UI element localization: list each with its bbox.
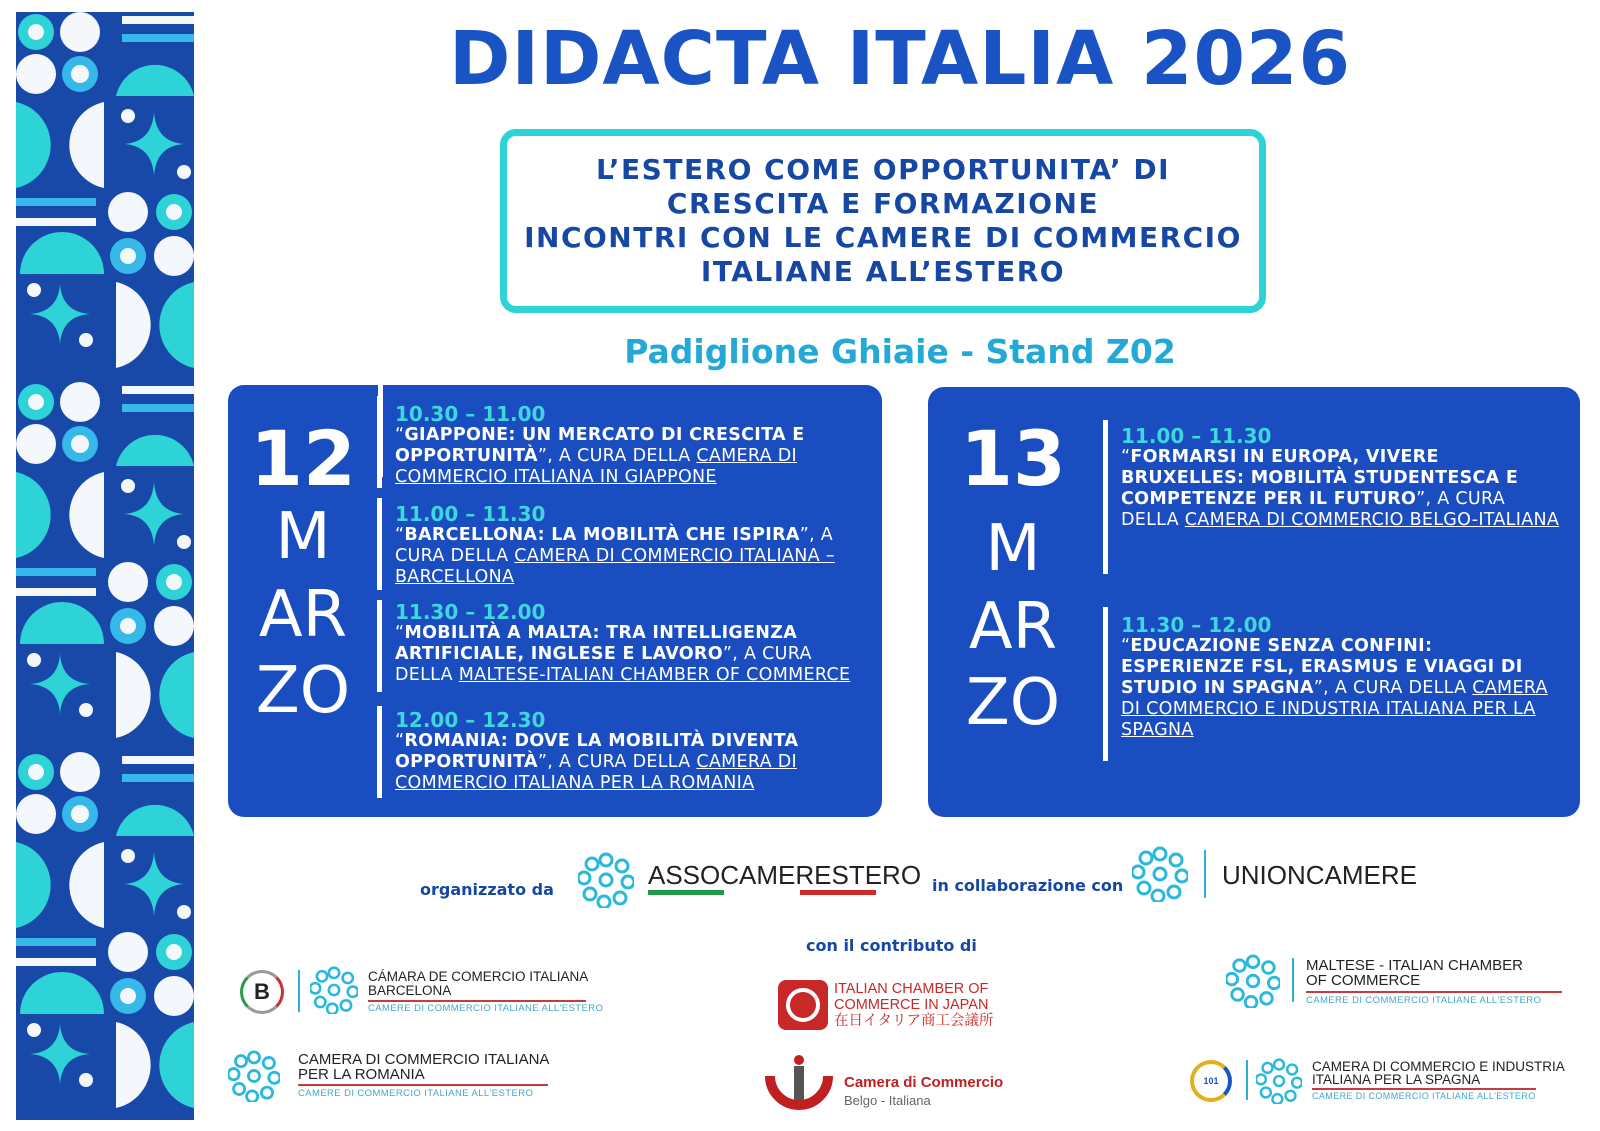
ccie-mark-graphic (578, 852, 634, 908)
event-time: 11.00 – 11.30 (395, 502, 546, 526)
event-title: FORMARSI IN EUROPA, VIVERE BRUXELLES: MOBILITÀ STUDENTESCA E COMPETENZE PER IL FUTURO (1121, 447, 1519, 509)
spain-chamber-name: CAMERA DI COMMERCIO E INDUSTRIA ITALIANA PER LA SPAGNA CAMERE DI COMMERCIO ITALIANE ALL'ESTERO (1312, 1059, 1565, 1101)
divider (1246, 1060, 1248, 1100)
subtitle-line-1: L’ESTERO COME OPPORTUNITA’ DI (596, 153, 1170, 186)
event-item (377, 706, 875, 798)
event-description: “ROMANIA: DOVE LA MOBILITÀ DIVENTA OPPORTUNITÀ”, A CURA DELLA CAMERA DI COMMERCIO ITALIANA PER LA ROMANIA (395, 731, 799, 793)
malta-chamber-name: MALTESE - ITALIAN CHAMBER OF COMMERCE CAMERE DI COMMERCIO ITALIANE ALL'ESTERO (1306, 958, 1562, 1008)
ccie-mark-graphic (310, 966, 358, 1014)
date-month-part-2: AR (258, 578, 348, 652)
event-time: 11.30 – 12.00 (1121, 613, 1272, 637)
chamber-link[interactable]: CAMERA DI COMMERCIO ITALIANA PER LA ROMANIA (395, 752, 798, 793)
contribution-label: con il contributo di (806, 936, 977, 955)
subtitle-line-3: INCONTRI CON LE CAMERE DI COMMERCIO (524, 221, 1242, 254)
date-month-part-3: ZO (965, 666, 1061, 740)
ccie-mark-graphic (1256, 1058, 1302, 1104)
chamber-link[interactable]: CAMERA DI COMMERCIO E INDUSTRIA ITALIANA PER LA SPAGNA (1121, 678, 1548, 740)
date-day: 13 (960, 414, 1066, 503)
date-month-part-2: AR (968, 590, 1058, 664)
ccie-logo-icon (228, 1050, 280, 1106)
ccie-mark-graphic (228, 1050, 280, 1102)
chamber-link[interactable]: CAMERA DI COMMERCIO ITALIANA – BARCELLONA (395, 546, 835, 587)
event-item (1103, 420, 1561, 574)
chamber-link[interactable]: CAMERA DI COMMERCIO BELGO-ITALIANA (1184, 510, 1560, 530)
event-description: “GIAPPONE: UN MERCATO DI CRESCITA E OPPORTUNITÀ”, A CURA DELLA CAMERA DI COMMERCIO ITALIANA IN GIAPPONE (395, 425, 805, 487)
event-time: 11.30 – 12.00 (395, 600, 546, 624)
barcelona-badge-icon: B (240, 970, 284, 1014)
event-time: 11.00 – 11.30 (1121, 424, 1272, 448)
ccie-logo-icon (310, 966, 358, 1018)
event-time: 10.30 – 11.00 (395, 402, 546, 426)
event-title: BARCELLONA: LA MOBILITÀ CHE ISPIRA (404, 525, 800, 545)
event-item (1103, 607, 1561, 761)
assocamerestero-logo-icon (578, 852, 634, 912)
event-item (377, 600, 875, 692)
event-description: “MOBILITÀ A MALTA: TRA INTELLIGENZA ARTIFICIALE, INGLESE E LAVORO”, A CURA DELLA MALTESE-ITALIAN CHAMBER OF COMMERCE (395, 623, 851, 685)
ccie-mark-graphic (1132, 846, 1188, 902)
event-description: “BARCELLONA: LA MOBILITÀ CHE ISPIRA”, A CURA DELLA CAMERA DI COMMERCIO ITALIANA – BARCELLONA (395, 525, 835, 587)
page-title: DIDACTA ITALIA 2026 (449, 16, 1351, 102)
belgo-chamber-logo-icon (764, 1054, 834, 1116)
belgo-chamber-name: Camera di Commercio Belgo - Italiana (844, 1074, 1004, 1108)
event-title: GIAPPONE: UN MERCATO DI CRESCITA E OPPORTUNITÀ (395, 425, 805, 466)
organized-by-label: organizzato da (420, 880, 554, 899)
event-time: 12.00 – 12.30 (395, 708, 546, 732)
date-day: 12 (250, 414, 356, 503)
event-title: MOBILITÀ A MALTA: TRA INTELLIGENZA ARTIFICIALE, INGLESE E LAVORO (395, 623, 798, 664)
japan-chamber-logo-icon (778, 980, 828, 1030)
unioncamere-logo-icon (1132, 846, 1188, 906)
unioncamere-name: UNIONCAMERE (1222, 860, 1418, 890)
subtitle-line-2: CRESCITA E FORMAZIONE (666, 187, 1100, 220)
ccie-logo-icon (1226, 954, 1280, 1012)
event-item (377, 396, 875, 488)
chamber-link[interactable]: MALTESE-ITALIAN CHAMBER OF COMMERCE (458, 665, 851, 685)
japan-chamber-name: ITALIAN CHAMBER OF COMMERCE IN JAPAN 在日イタリア商工会議所 (834, 981, 994, 1029)
assocamerestero-name: ASSOCAMERESTERO (648, 860, 922, 890)
date-month-part-3: ZO (255, 654, 351, 728)
date-month-part-1: M (985, 512, 1041, 586)
date-month-part-1: M (275, 500, 331, 574)
ccie-mark-graphic (1226, 954, 1280, 1008)
italian-flag-underline (648, 890, 876, 895)
chamber-link[interactable]: CAMERA DI COMMERCIO ITALIANA IN GIAPPONE (395, 446, 798, 487)
divider (298, 970, 300, 1012)
divider (1204, 850, 1206, 898)
venue-label: Padiglione Ghiaie - Stand Z02 (624, 332, 1176, 371)
event-title: EDUCAZIONE SENZA CONFINI: ESPERIENZE FSL, ERASMUS E VIAGGI DI STUDIO IN SPAGNA (1121, 636, 1523, 698)
event-title: ROMANIA: DOVE LA MOBILITÀ DIVENTA OPPORTUNITÀ (395, 731, 799, 772)
subtitle-box (500, 129, 1266, 313)
event-item (377, 498, 875, 590)
event-description: “EDUCAZIONE SENZA CONFINI: ESPERIENZE FSL, ERASMUS E VIAGGI DI STUDIO IN SPAGNA”, A CURA DELLA CAMERA DI COMMERCIO E INDUSTRIA ITALIANA PER LA SPAGNA (1121, 636, 1548, 740)
divider (1292, 958, 1294, 1002)
subtitle-line-4: ITALIANE ALL’ESTERO (700, 255, 1066, 288)
decorative-pattern-strip (16, 12, 194, 1120)
romania-chamber-name: CAMERA DI COMMERCIO ITALIANA PER LA ROMANIA CAMERE DI COMMERCIO ITALIANE ALL'ESTERO (298, 1051, 550, 1099)
ccie-logo-icon (1256, 1058, 1302, 1108)
collaboration-label: in collaborazione con (932, 876, 1124, 895)
spain-anniversary-badge-icon: 101 (1190, 1060, 1232, 1102)
barcelona-chamber-name: CÁMARA DE COMERCIO ITALIANA BARCELONA CAMERE DI COMMERCIO ITALIANE ALL'ESTERO (368, 969, 604, 1014)
event-description: “FORMARSI IN EUROPA, VIVERE BRUXELLES: MOBILITÀ STUDENTESCA E COMPETENZE PER IL FUTURO”, A CURA DELLA CAMERA DI COMMERCIO BELGO-ITALIANA (1121, 447, 1560, 530)
